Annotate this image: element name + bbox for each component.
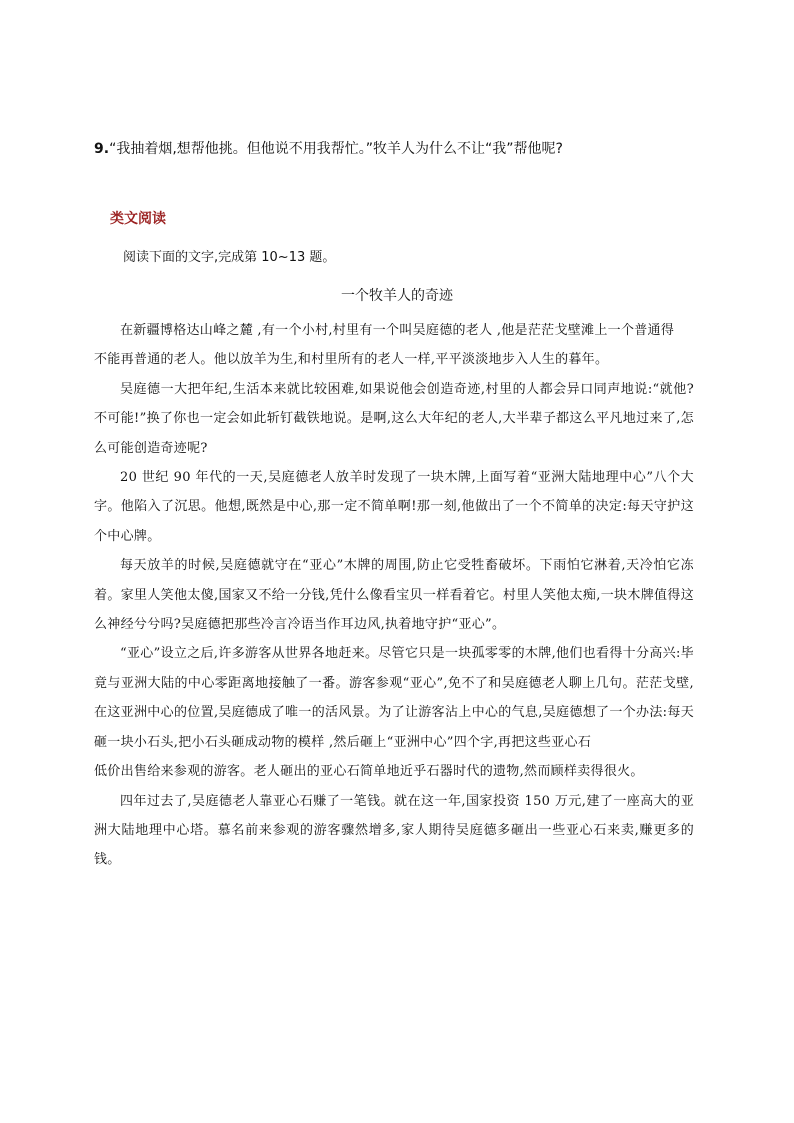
question-text: “我抽着烟,想帮他挑。但他说不用我帮忙。”牧羊人为什么不让“我”帮他呢?: [109, 141, 563, 157]
article-title: 一个牧羊人的奇迹: [341, 288, 453, 304]
article-paragraph: 吴庭德一大把年纪,生活本来就比较困难,如果说他会创造奇迹,村里的人都会异口同声地说:“就他?不可能!”换了你也一定会如此斩钉截铁地说。是啊,这么大年纪的老人,大半辈子都这么平凡地过来了,怎么可能创造奇迹呢?: [94, 381, 694, 456]
article-paragraph: 不能再普通的老人。他以放羊为生,和村里所有的老人一样,平平淡淡地步入人生的暮年。: [94, 352, 609, 368]
article-paragraph: “亚心”设立之后,许多游客从世界各地赶来。尽管它只是一块孤零零的木牌,他们也看得十分高兴:毕竟与亚洲大陆的中心零距离地接触了一番。游客参观“亚心”,免不了和吴庭德老人聊上几句。茫茫戈壁,在这亚洲中心的位置,吴庭德成了唯一的活风景。为了让游客沾上中心的气息,吴庭德想了一个办法:每天砸一块小石头,把小石头砸成动物的模样 ,然后砸上“亚洲中心”四个字,再把这些亚心石: [94, 646, 694, 750]
reading-instruction: 阅读下面的文字,完成第 10~13 题。: [123, 250, 336, 265]
article-paragraph: 四年过去了,吴庭德老人靠亚心石赚了一笔钱。就在这一年,国家投资 150 万元,建了一座高大的亚洲大陆地理中心塔。慕名前来参观的游客骤然增多,家人期待吴庭德多砸出一些亚心石来卖,赚更多的钱。: [94, 793, 694, 868]
question-9: [94, 139, 714, 159]
article-paragraph: 20 世纪 90 年代的一天,吴庭德老人放羊时发现了一块木牌,上面写着“亚洲大陆地理中心”八个大字。他陷入了沉思。他想,既然是中心,那一定不简单啊!那一刻,他做出了一个不简单的决定:每天守护这个中心牌。: [94, 470, 694, 544]
article-paragraph: 每天放羊的时候,吴庭德就守在“亚心”木牌的周围,防止它受牲畜破坏。下雨怕它淋着,天冷怕它冻着。家里人笑他太傻,国家又不给一分钱,凭什么像看宝贝一样看着它。村里人笑他太痴,一块木牌值得这么神经兮兮吗?吴庭德把那些冷言冷语当作耳边风,执着地守护“亚心”。: [94, 558, 694, 633]
section-title: 类文阅读: [110, 211, 166, 227]
article-paragraph: 在新疆博格达山峰之麓 ,有一个小村,村里有一个叫吴庭德的老人 ,他是茫茫戈壁滩上一个普通得: [120, 323, 675, 338]
article-paragraph: 低价出售给来参观的游客。老人砸出的亚心石简单地近乎石器时代的遗物,然而顾样卖得很火。: [94, 764, 644, 780]
article-body: [94, 316, 694, 875]
question-number: 9.: [94, 141, 110, 157]
